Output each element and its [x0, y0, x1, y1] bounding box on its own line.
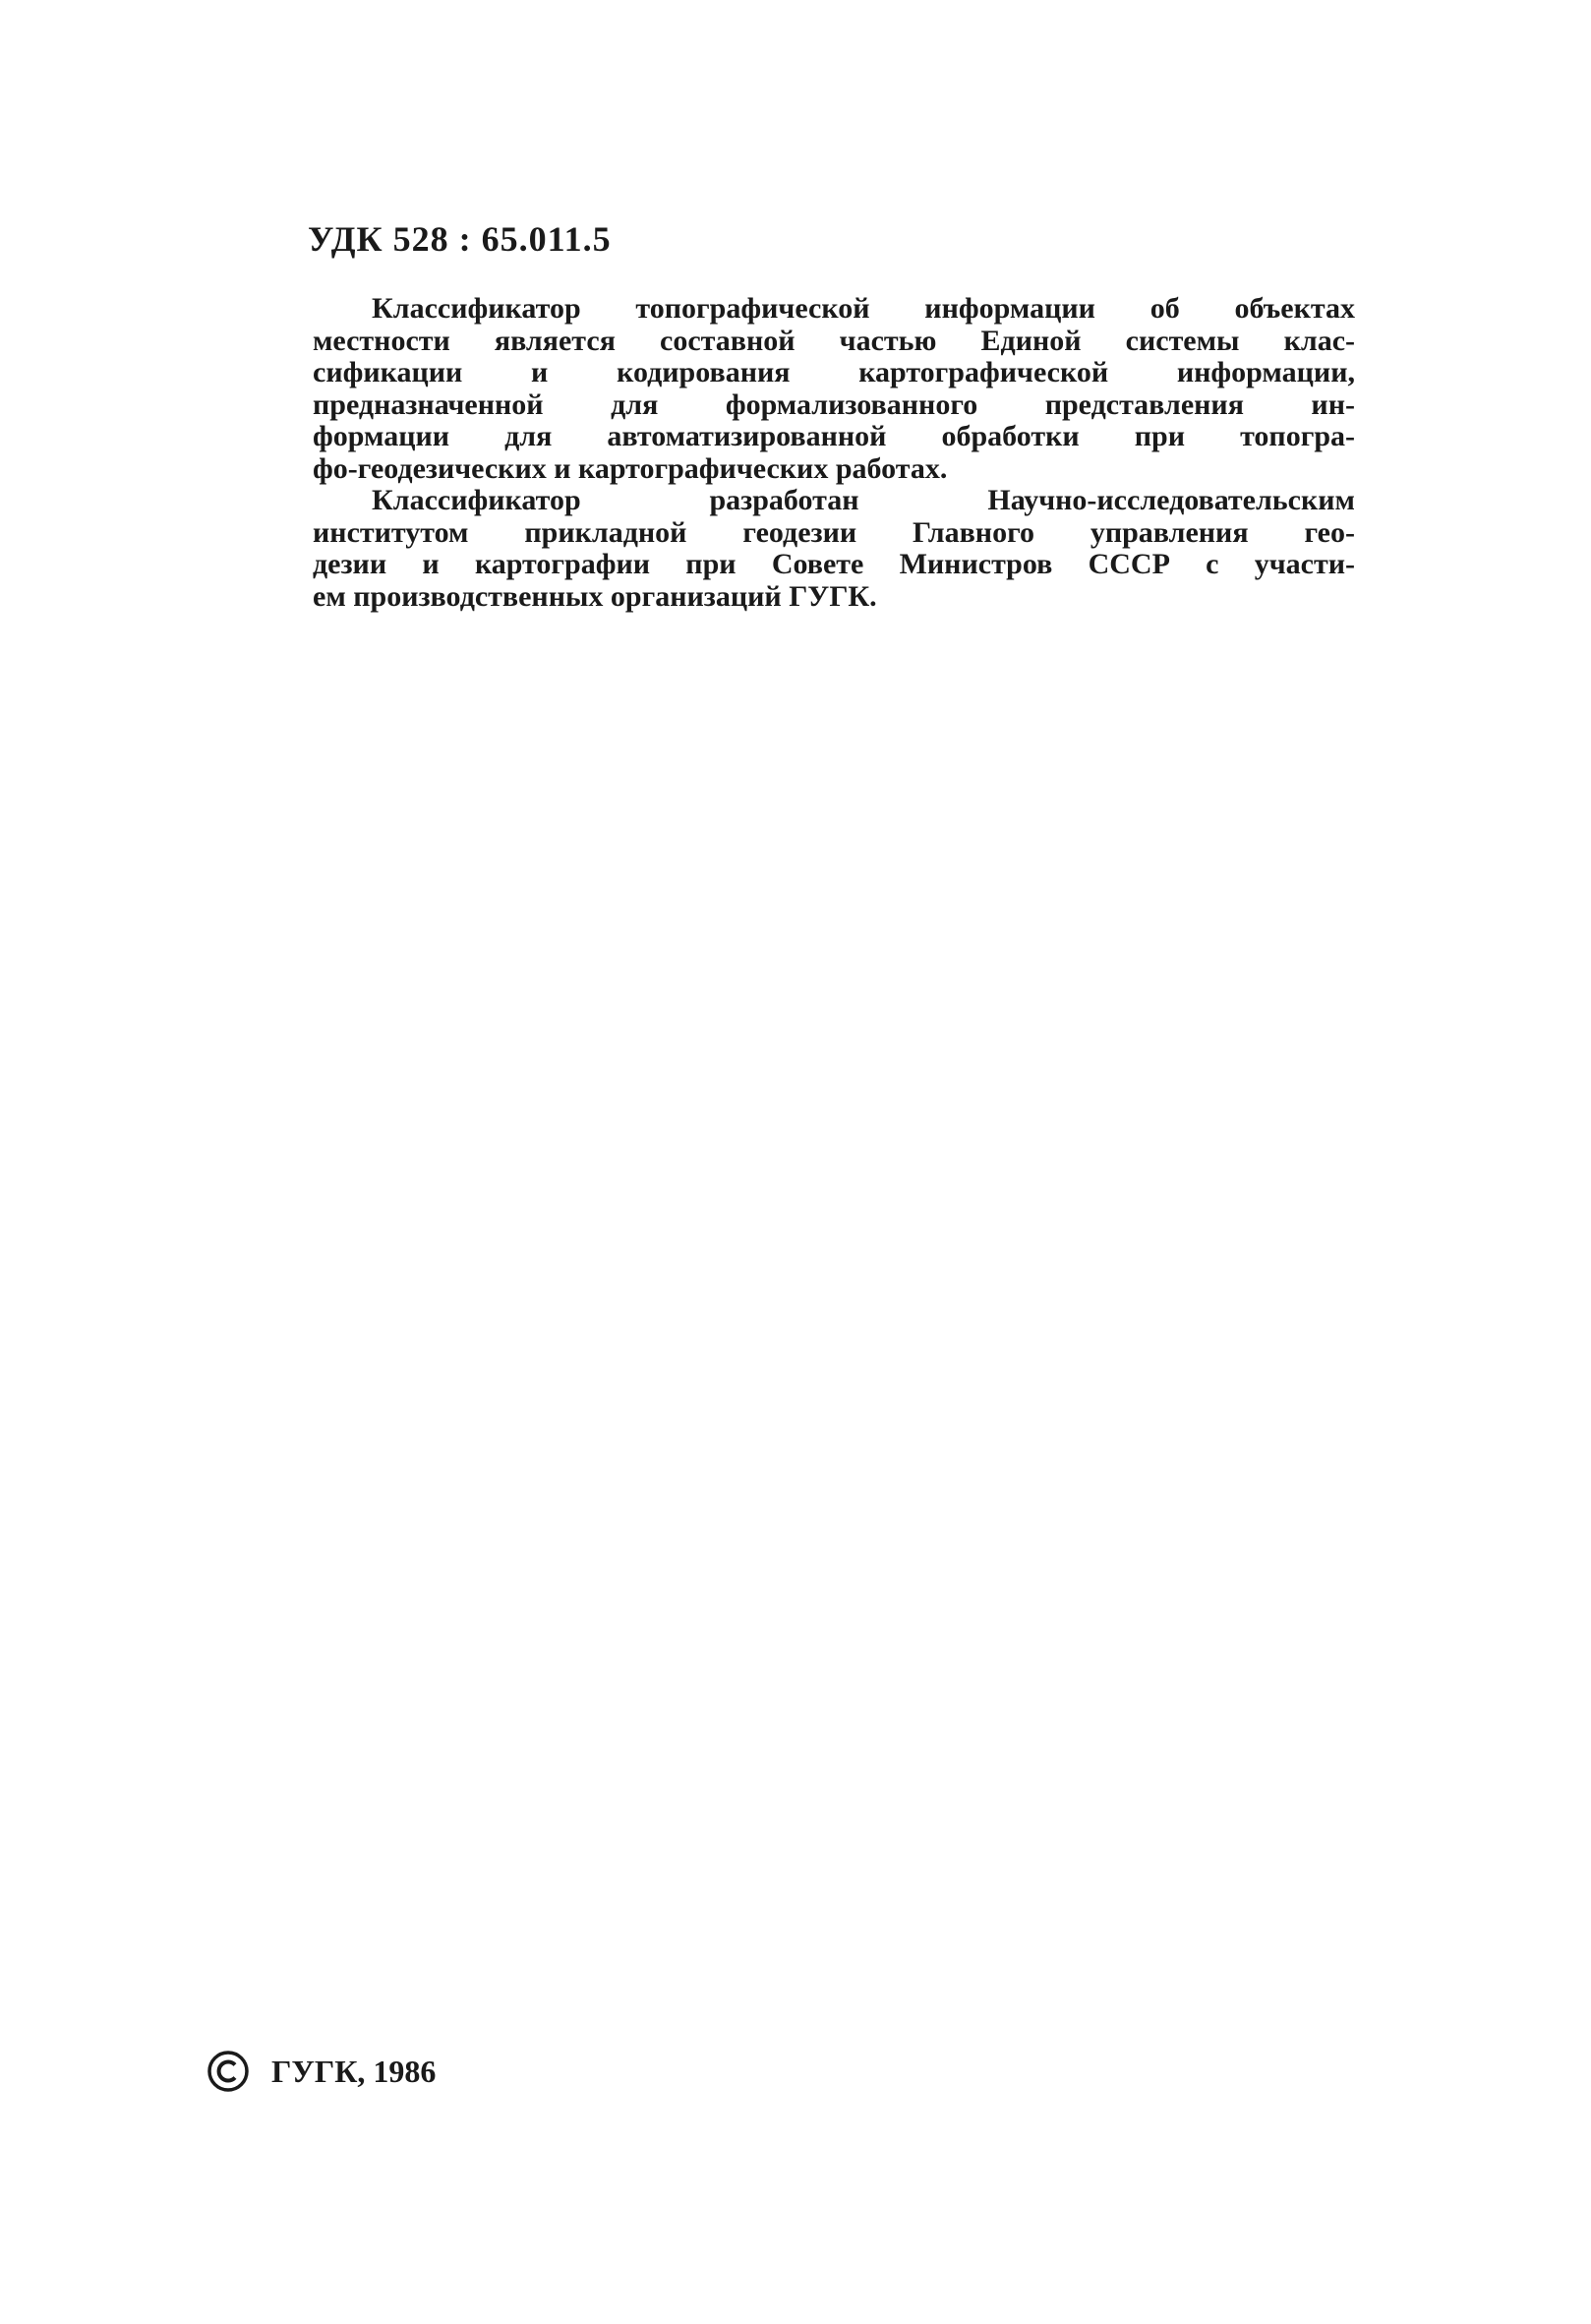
paragraph-1-line: Классификатор топографической информации об объектах	[372, 292, 1355, 325]
paragraph-2-line: дезии и картографии при Совете Министров СССР с участи-	[313, 548, 1355, 580]
paragraph-2-line: ем производственных организаций ГУГК.	[313, 579, 877, 613]
paragraph-1-line: фо-геодезических и картографических работах.	[313, 451, 948, 485]
paragraph-1-line: формации для автоматизированной обработки при топогра-	[313, 420, 1355, 452]
udk-code: УДК 528 : 65.011.5	[308, 219, 612, 259]
paragraph-2-line: Классификатор разработан Научно-исследовательским	[372, 484, 1355, 516]
paragraph-1-line: сификации и кодирования картографической информации,	[313, 356, 1355, 388]
paragraph-2-line: институтом прикладной геодезии Главного управления гео-	[313, 515, 1355, 549]
copyright-text: ГУГК, 1986	[271, 2053, 437, 2089]
copyright-notice	[206, 2050, 436, 2093]
paragraph-1-line: предназначенной для формализованного представления ин-	[313, 387, 1355, 421]
annotation-text	[313, 293, 1355, 613]
copyright-icon	[206, 2050, 250, 2093]
paragraph-1-line: местности является составной частью Единой системы клас-	[313, 324, 1355, 357]
